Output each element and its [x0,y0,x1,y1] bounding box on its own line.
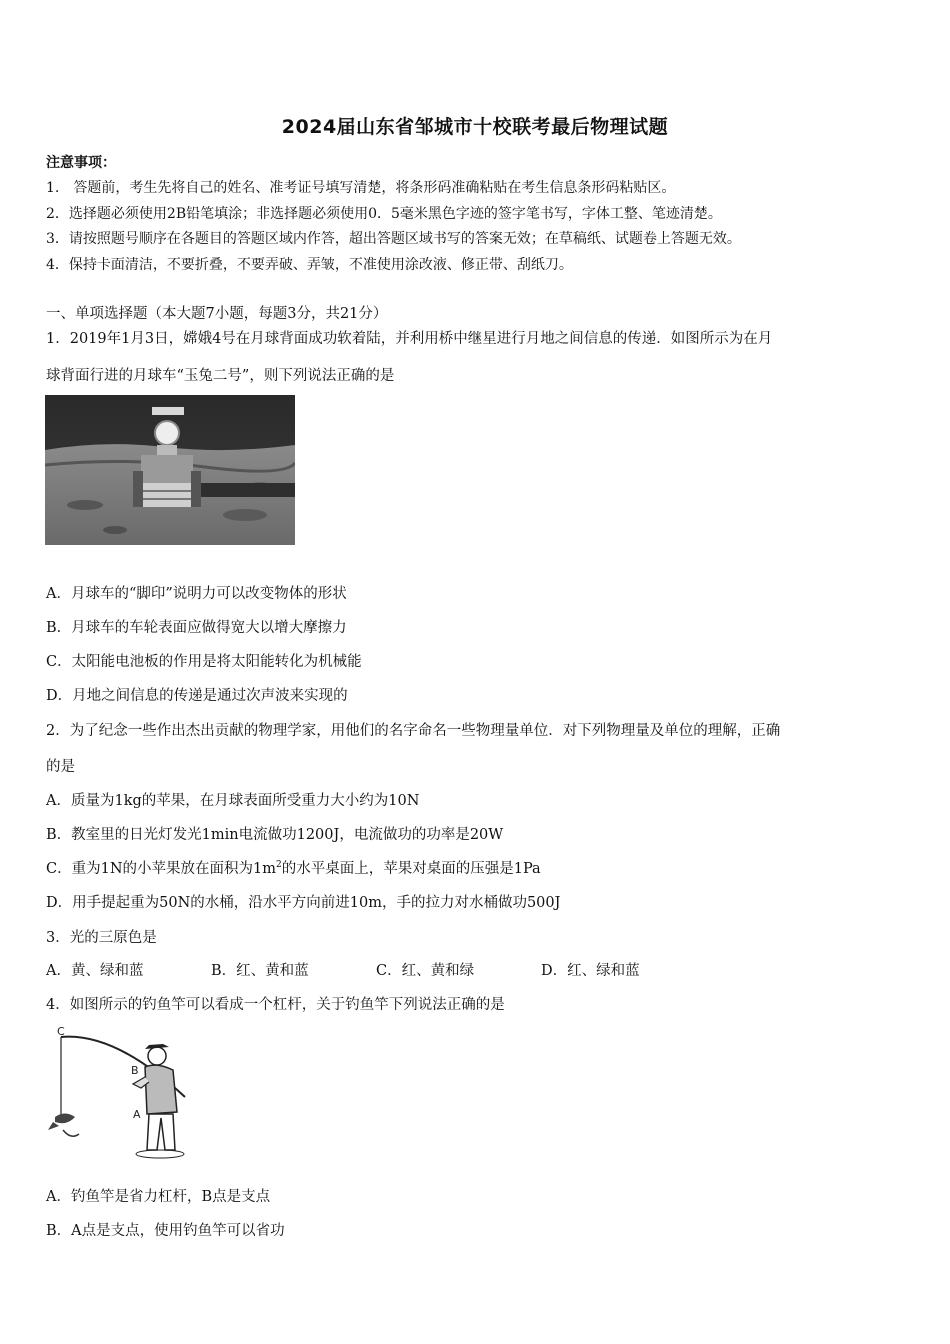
question-1-option-d: D．月地之间信息的传递是通过次声波来实现的 [46,688,348,704]
question-1-stem: 1．2019年1月3日，嫦娥4号在月球背面成功软着陆，并利用桥中继星进行月地之间信息的传递．如图所示为在月 [46,331,773,347]
question-2-option-a: A．质量为1kg的苹果，在月球表面所受重力大小约为10N [46,793,420,809]
question-2-option-d: D．用手提起重为50N的水桶，沿水平方向前进10m，手的拉力对水桶做功500J [46,895,561,911]
section-heading: 一、单项选择题（本大题7小题，每题3分，共21分） [46,306,388,322]
question-3-stem: 3．光的三原色是 [46,930,157,946]
question-2-option-b: B．教室里的日光灯发光1min电流做功1200J，电流做功的功率是20W [46,827,504,843]
question-1-option-b: B．月球车的车轮表面应做得宽大以增大摩擦力 [46,620,347,636]
question-2-stem-cont: 的是 [46,759,75,775]
question-3-option-a: A．黄、绿和蓝 [46,963,144,979]
question-3-option-b: B．红、黄和蓝 [211,963,309,979]
question-3-option-d: D．红、绿和蓝 [541,963,640,979]
question-3-options [46,959,640,980]
question-1-option-c: C．太阳能电池板的作用是将太阳能转化为机械能 [46,654,362,670]
superscript: 2 [275,860,282,871]
question-1-stem-cont: 球背面行进的月球车“玉兔二号”，则下列说法正确的是 [46,368,395,384]
notice-item: 4．保持卡面清洁，不要折叠，不要弄破、弄皱，不准使用涂改液、修正带、刮纸刀。 [46,257,573,273]
page-title: 2024届山东省邹城市十校联考最后物理试题 [281,116,669,138]
question-4-option-b: B．A点是支点，使用钓鱼竿可以省功 [46,1223,285,1239]
option-text: C．重为1N的小苹果放在面积为1m [46,861,276,877]
question-4-option-a: A．钓鱼竿是省力杠杆，B点是支点 [46,1189,271,1205]
notice-heading: 注意事项： [46,155,116,171]
fishing-rod-figure [45,1022,195,1167]
moon-rover-photo [45,395,295,545]
notice-item: 3．请按照题号顺序在各题目的答题区域内作答，超出答题区域书写的答案无效；在草稿纸、试题卷上答题无效。 [46,231,741,247]
question-2-option-c [46,857,541,878]
point-b-label: B [131,1064,139,1077]
question-3-option-c: C．红、黄和绿 [376,963,475,979]
point-c-label: C [57,1025,65,1038]
point-a-label: A [133,1108,141,1121]
question-1-option-a: A．月球车的“脚印”说明力可以改变物体的形状 [46,586,347,602]
question-2-stem: 2．为了纪念一些作出杰出贡献的物理学家，用他们的名字命名一些物理量单位．对下列物理量及单位的理解，正确 [46,723,781,739]
notice-item: 2．选择题必须使用2B铅笔填涂；非选择题必须使用0．5毫米黑色字迹的签字笔书写，字体工整、笔迹清楚。 [46,206,722,222]
notice-item: 1. 答题前，考生先将自己的姓名、准考证号填写清楚，将条形码准确粘贴在考生信息条形码粘贴区。 [46,180,676,196]
question-4-stem: 4．如图所示的钓鱼竿可以看成一个杠杆，关于钓鱼竿下列说法正确的是 [46,997,505,1013]
option-text: 的水平桌面上，苹果对桌面的压强是1Pa [281,861,541,877]
